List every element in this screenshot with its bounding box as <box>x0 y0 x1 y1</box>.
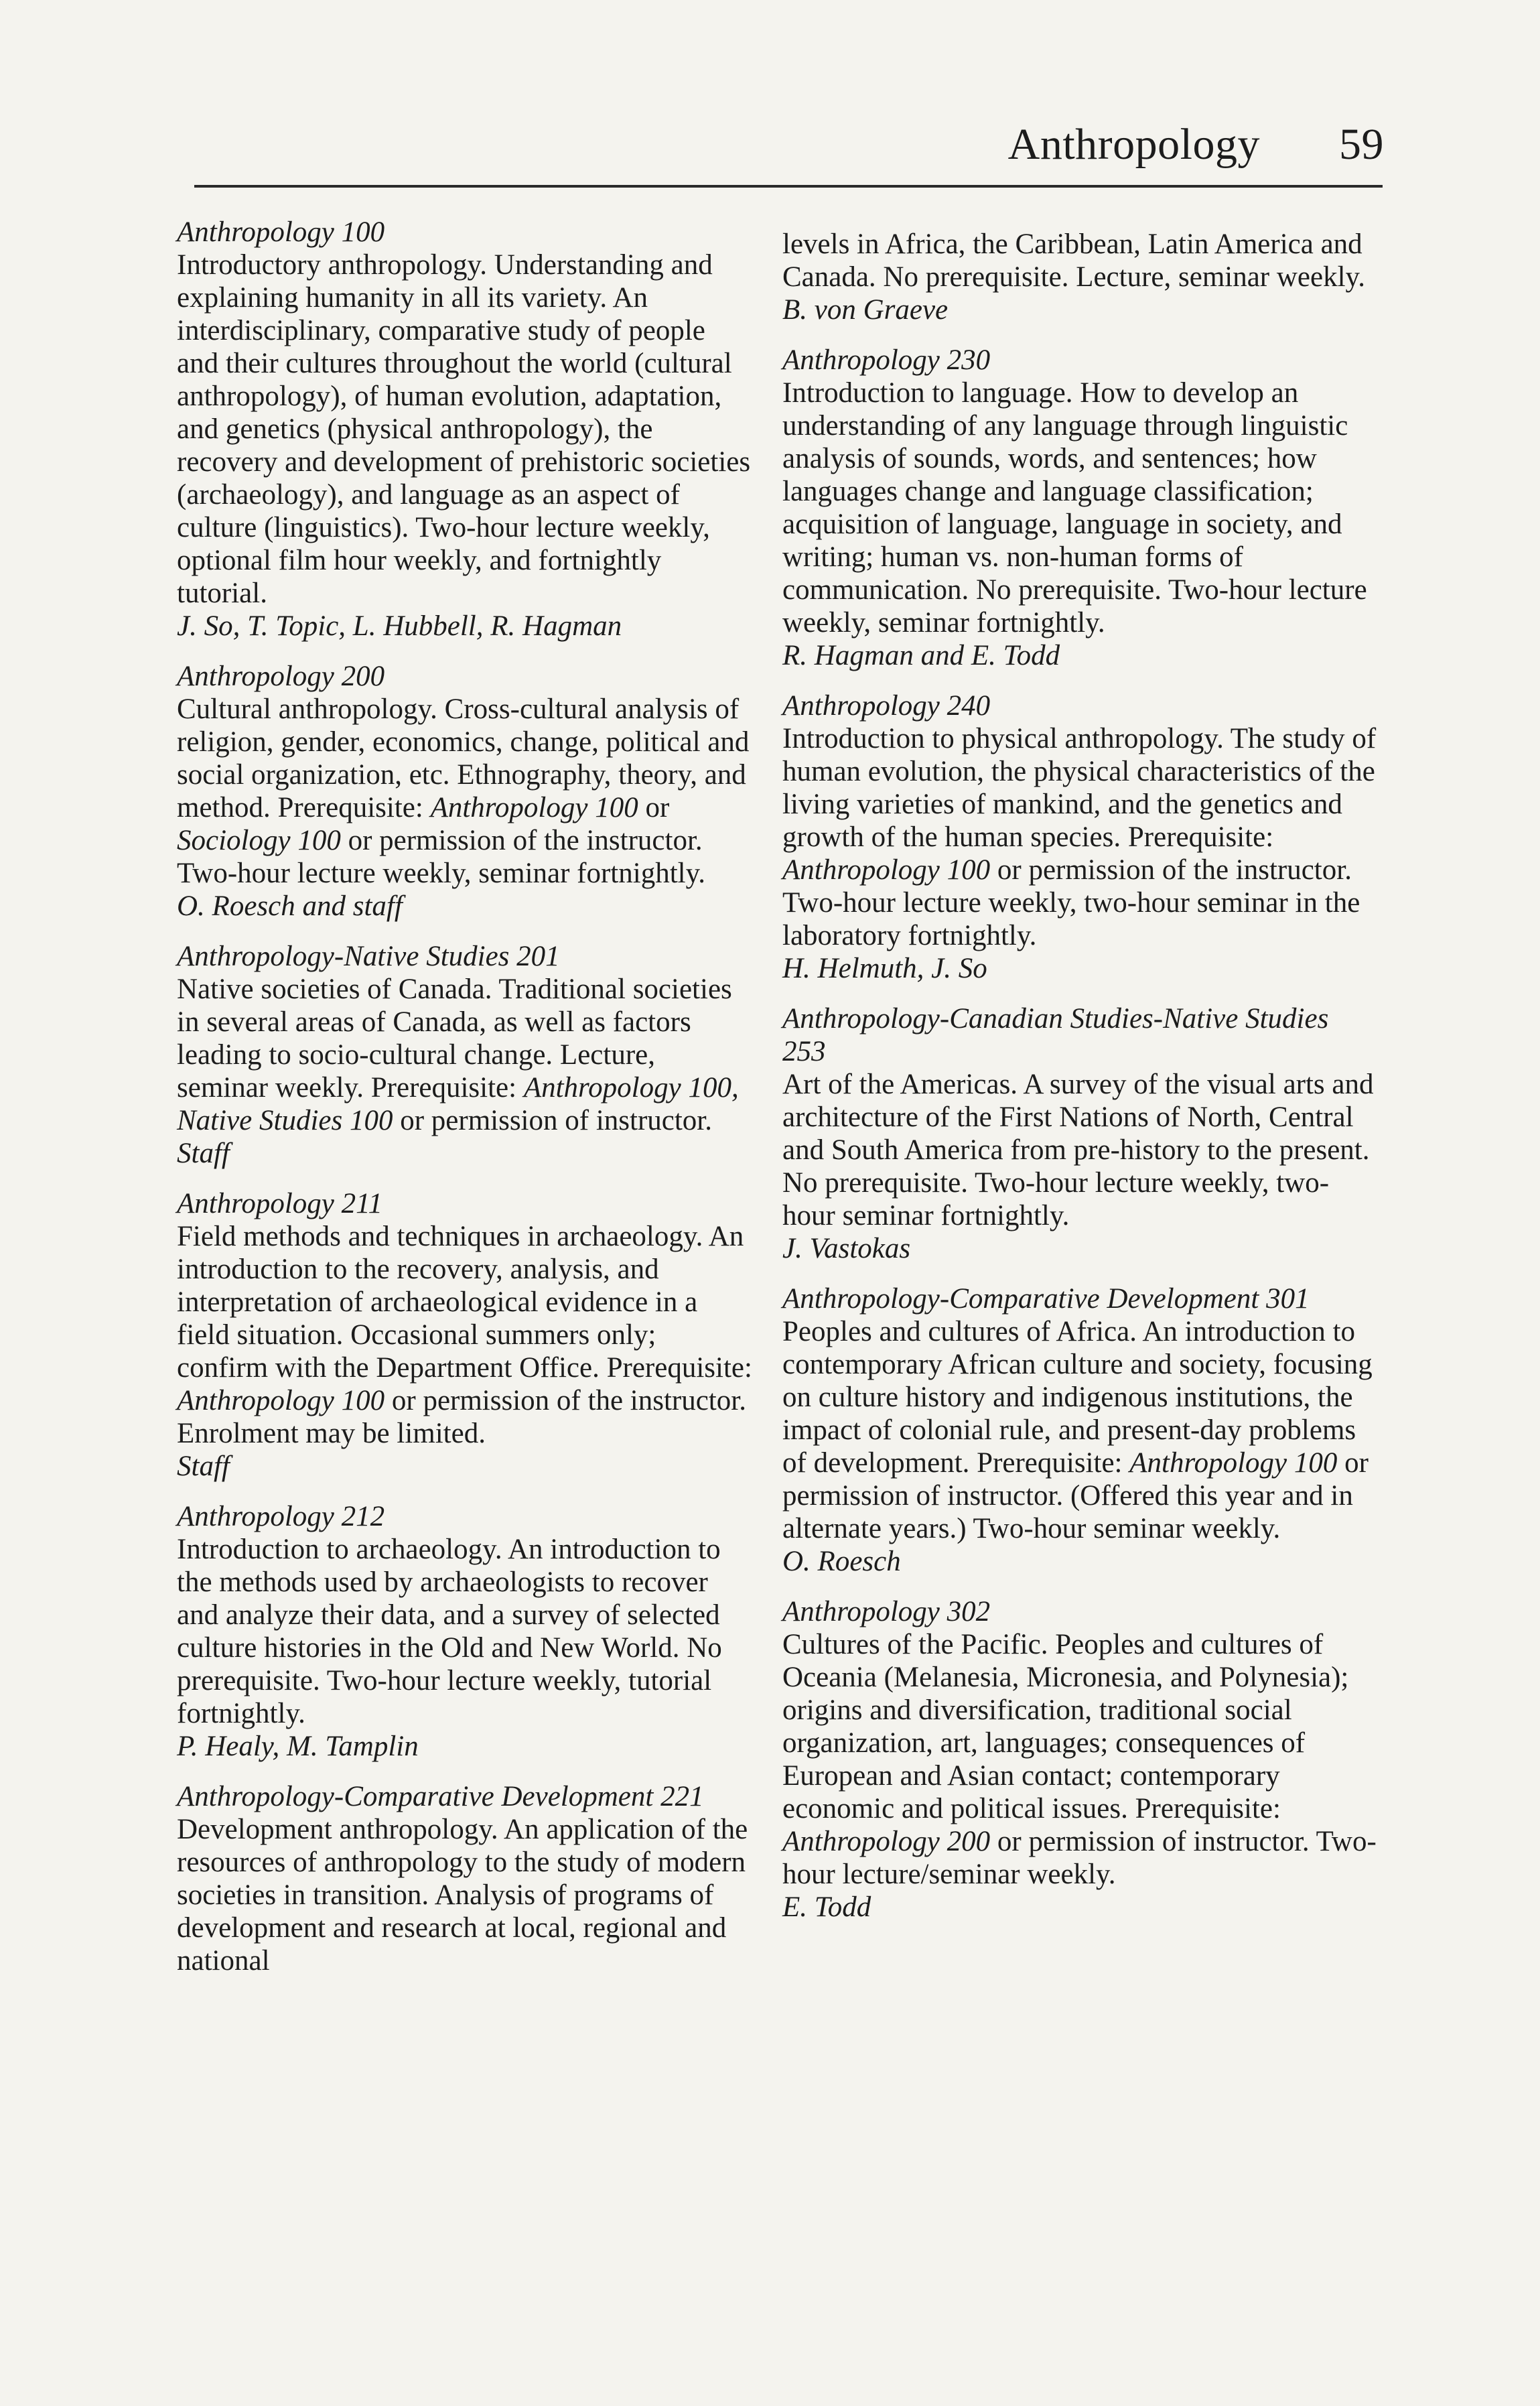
course-title: Anthropology-Native Studies 201 <box>177 941 560 972</box>
course-title: Anthropology-Canadian Studies-Native Studies 253 <box>782 1003 1329 1067</box>
header-rule <box>194 185 1383 188</box>
course-entry-continuation-221 <box>782 228 1379 326</box>
description-text: Field methods and techniques in archaeology. An introduction to the recovery, analysis, and interpretation of archaeological evidence in a field situation. Occasional summers only; confirm with the Department Office. Prerequisite: <box>177 1221 752 1384</box>
course-description: Art of the Americas. A survey of the visual arts and architecture of the First Nations of North, Central and South America from pre-history to the present. No prerequisite. Two-hour lecture weekly, two-hour seminar fortnightly. <box>782 1069 1374 1231</box>
prerequisite-course: Anthropology 100 <box>177 1385 385 1416</box>
description-text: Cultural anthropology. Cross-cultural analysis of religion, gender, economics, change, political and social organization, etc. Ethnography, theory, and method. Prerequisite: <box>177 693 750 823</box>
prerequisite-course: Anthropology 100 <box>1129 1447 1338 1479</box>
course-entry-anthropology-native-studies-201 <box>177 940 753 1170</box>
course-title: Anthropology-Comparative Development 221 <box>177 1781 704 1812</box>
course-title: Anthropology 100 <box>177 216 385 248</box>
course-entry-anthropology-200 <box>177 660 753 923</box>
section-title: Anthropology <box>1007 120 1260 169</box>
course-description: Development anthropology. An application of the resources of anthropology to the study of modern societies in transition. Analysis of programs of development and research at local, regional and national <box>177 1814 748 1977</box>
description-text: Peoples and cultures of Africa. An introduction to contemporary African culture and society, focusing on culture history and indigenous institutions, the impact of colonial rule, and present-day problems of development. Prerequisite: <box>782 1316 1373 1479</box>
left-column <box>177 216 753 1995</box>
course-description <box>177 693 753 890</box>
description-text: Introduction to physical anthropology. The study of human evolution, the physical characteristics of the living varieties of mankind, and the genetics and growth of the human species. Prerequisite: <box>782 723 1377 853</box>
course-instructors: Staff <box>177 1138 230 1169</box>
course-instructors: H. Helmuth, J. So <box>782 953 987 984</box>
description-text: or permission of the instructor. Two-hour lecture weekly, two-hour seminar in the laboratory fortnightly. <box>782 854 1360 951</box>
prerequisite-course: Sociology 100 <box>177 825 341 856</box>
description-text: or permission of instructor. <box>393 1105 712 1136</box>
prerequisite-course: Anthropology 100 <box>782 854 991 886</box>
course-title: Anthropology 240 <box>782 690 991 722</box>
course-entry-anthropology-240 <box>782 689 1379 985</box>
prerequisite-course: Anthropology 100, Native Studies 100 <box>177 1072 739 1136</box>
course-description <box>782 1628 1379 1891</box>
course-description <box>782 722 1379 952</box>
course-instructors: E. Todd <box>782 1891 871 1923</box>
course-entry-anthropology-230 <box>782 344 1379 672</box>
course-title: Anthropology 211 <box>177 1188 382 1219</box>
description-text: Native societies of Canada. Traditional societies in several areas of Canada, as well as factors leading to socio-cultural change. Lecture, seminar weekly. Prerequisite: <box>177 974 732 1104</box>
course-entry-anthropology-comparative-development-301 <box>782 1282 1379 1578</box>
description-text: or permission of instructor. Two-hour lecture/seminar weekly. <box>782 1826 1377 1890</box>
course-entry-anthropology-canadian-studies-native-studies-253 <box>782 1002 1379 1265</box>
course-description: levels in Africa, the Caribbean, Latin America and Canada. No prerequisite. Lecture, seminar weekly. <box>782 228 1365 293</box>
course-instructors: Staff <box>177 1451 230 1482</box>
description-text: or permission of instructor. (Offered this year and in alternate years.) Two-hour seminar weekly. <box>782 1447 1369 1544</box>
right-column <box>782 228 1379 1941</box>
course-description <box>782 1315 1379 1545</box>
course-instructors: J. Vastokas <box>782 1233 911 1264</box>
description-text: Cultures of the Pacific. Peoples and cultures of Oceania (Melanesia, Micronesia, and Polynesia); origins and diversification, traditional social organization, art, languages; consequences of European and Asian contact; contemporary economic and political issues. Prerequisite: <box>782 1629 1349 1824</box>
course-entry-anthropology-211 <box>177 1187 753 1483</box>
course-entry-anthropology-100 <box>177 216 753 643</box>
course-title: Anthropology 230 <box>782 344 991 376</box>
course-entry-anthropology-302 <box>782 1595 1379 1924</box>
course-description: Introduction to language. How to develop an understanding of any language through linguistic analysis of sounds, words, and sentences; how languages change and language classification; acquisition of language, language in society, and writing; human vs. non-human forms of communication. No prerequisite. Two-hour lecture weekly, seminar fortnightly. <box>782 377 1367 639</box>
description-text: or permission of the instructor. Two-hour lecture weekly, seminar fortnightly. <box>177 825 706 889</box>
course-entry-anthropology-212 <box>177 1500 753 1763</box>
course-instructors: B. von Graeve <box>782 294 949 326</box>
prerequisite-course: Anthropology 100 <box>430 792 638 823</box>
course-instructors: P. Healy, M. Tamplin <box>177 1731 419 1762</box>
course-instructors: O. Roesch <box>782 1546 901 1577</box>
course-instructors: O. Roesch and staff <box>177 890 403 922</box>
course-title: Anthropology 302 <box>782 1596 991 1627</box>
description-text: or <box>638 792 670 823</box>
course-instructors: J. So, T. Topic, L. Hubbell, R. Hagman <box>177 610 622 642</box>
course-instructors: R. Hagman and E. Todd <box>782 640 1060 671</box>
running-head <box>1008 118 1384 172</box>
prerequisite-course: Anthropology 200 <box>782 1826 991 1857</box>
course-description <box>177 973 753 1137</box>
course-title: Anthropology 212 <box>177 1501 385 1532</box>
course-entry-anthropology-comparative-development-221 <box>177 1780 753 1977</box>
course-description: Introduction to archaeology. An introduction to the methods used by archaeologists to recover and analyze their data, and a survey of selected culture histories in the Old and New World. No prerequisite. Two-hour lecture weekly, tutorial fortnightly. <box>177 1534 722 1729</box>
course-title: Anthropology-Comparative Development 301 <box>782 1283 1310 1315</box>
course-description: Introductory anthropology. Understanding and explaining humanity in all its variety. An interdisciplinary, comparative study of people and their cultures throughout the world (cultural anthropology), of human evolution, adaptation, and genetics (physical anthropology), the recovery and development of prehistoric societies (archaeology), and language as an aspect of culture (linguistics). Two-hour lecture weekly, optional film hour weekly, and fortnightly tutorial. <box>177 249 751 609</box>
description-text: or permission of the instructor. Enrolment may be limited. <box>177 1385 746 1449</box>
course-description <box>177 1220 753 1450</box>
page-number: 59 <box>1339 120 1384 169</box>
course-title: Anthropology 200 <box>177 661 385 692</box>
